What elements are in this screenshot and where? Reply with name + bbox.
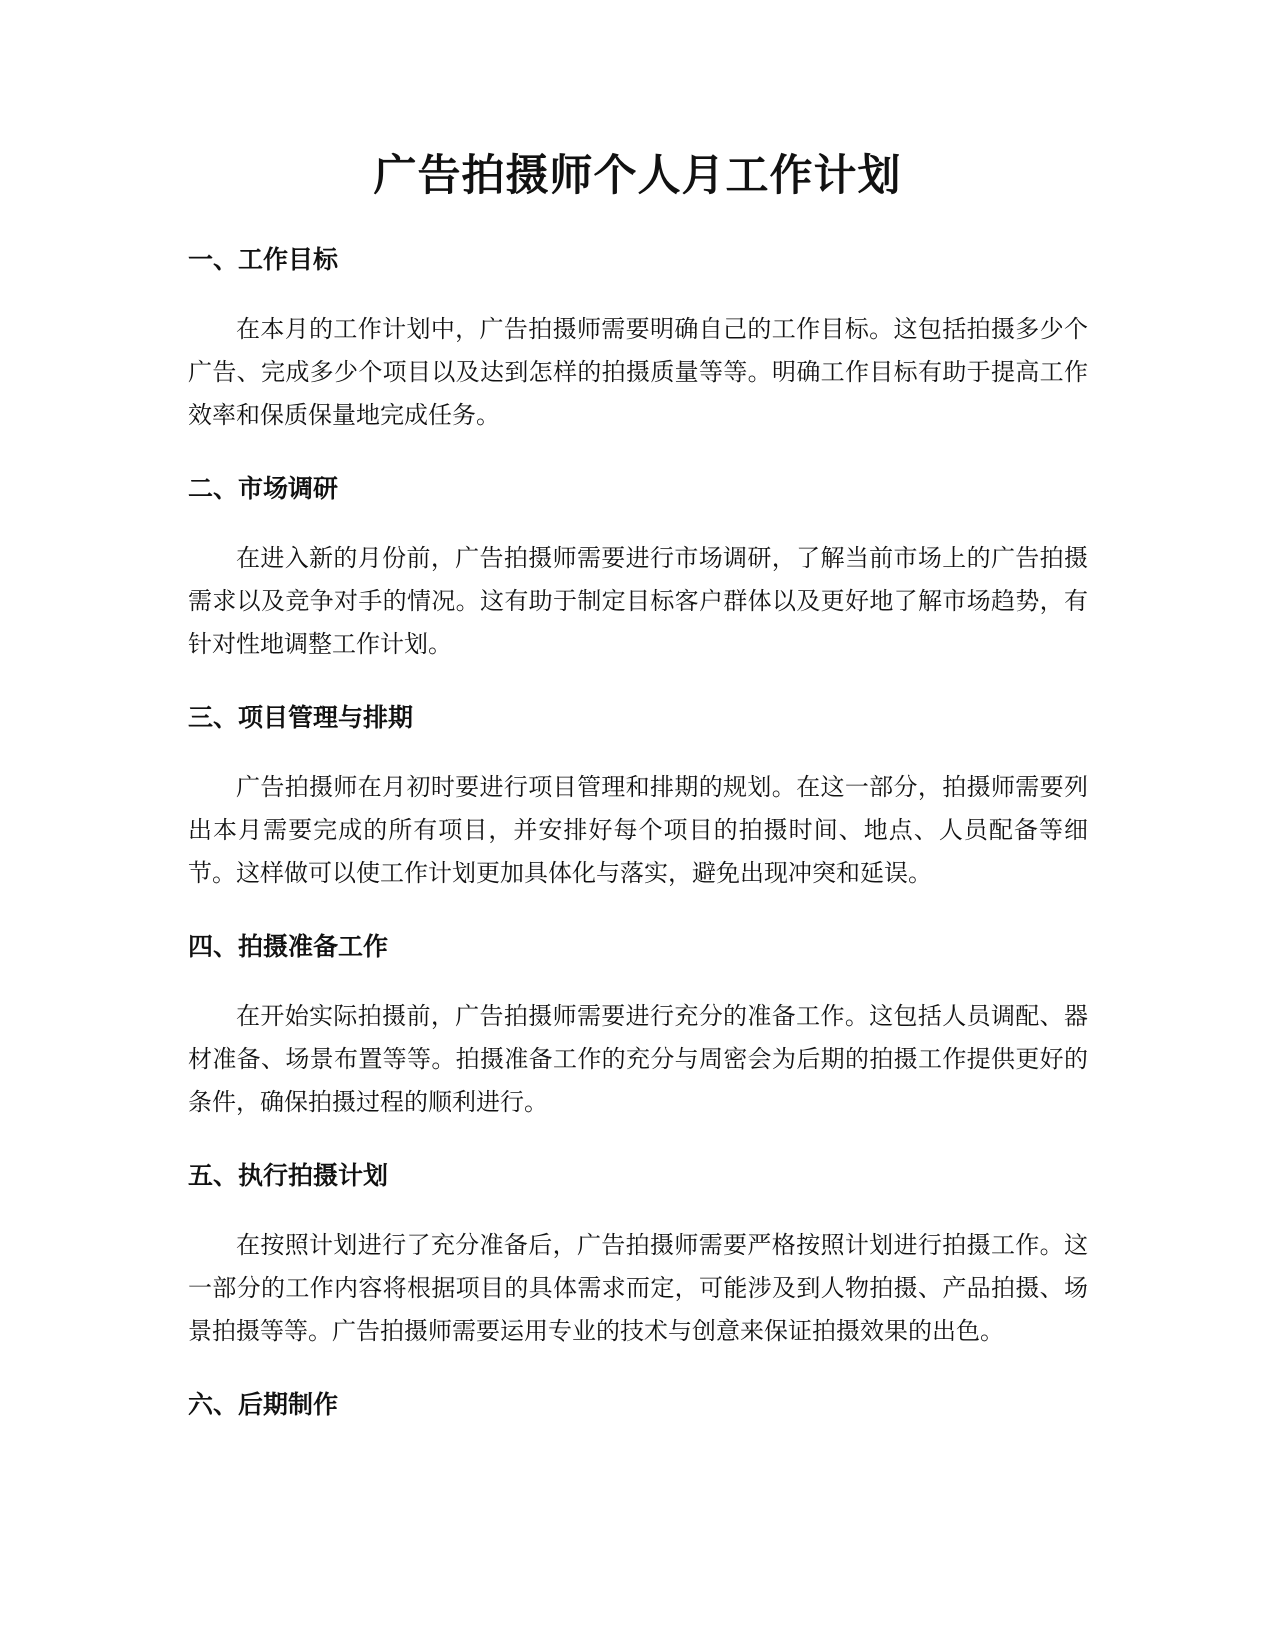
section-heading: 二、市场调研 [188, 474, 339, 503]
section-paragraph: 在按照计划进行了充分准备后，广告拍摄师需要严格按照计划进行拍摄工作。这一部分的工作内容将根据项目的具体需求而定，可能涉及到人物拍摄、产品拍摄、场景拍摄等等。广告拍摄师需要运用专业的技术与创意来保证拍摄效果的出色。 [188, 1231, 1088, 1345]
section-project-scheduling [188, 700, 1088, 895]
section-market-research [188, 471, 1088, 666]
section-paragraph: 在进入新的月份前，广告拍摄师需要进行市场调研，了解当前市场上的广告拍摄需求以及竞争对手的情况。这有助于制定目标客户群体以及更好地了解市场趋势，有针对性地调整工作计划。 [188, 544, 1088, 658]
section-shoot-preparation [188, 929, 1088, 1124]
section-paragraph: 在开始实际拍摄前，广告拍摄师需要进行充分的准备工作。这包括人员调配、器材准备、场景布置等等。拍摄准备工作的充分与周密会为后期的拍摄工作提供更好的条件，确保拍摄过程的顺利进行。 [188, 1002, 1088, 1116]
document-title: 广告拍摄师个人月工作计划 [373, 151, 902, 201]
section-heading: 五、执行拍摄计划 [188, 1161, 389, 1190]
section-heading: 四、拍摄准备工作 [188, 932, 389, 961]
section-work-goals [188, 242, 1088, 437]
section-heading: 六、后期制作 [188, 1390, 339, 1419]
section-execute-shooting [188, 1158, 1088, 1353]
document-content [188, 242, 1088, 1423]
section-heading: 一、工作目标 [188, 245, 339, 274]
section-post-production [188, 1387, 1088, 1423]
section-paragraph: 广告拍摄师在月初时要进行项目管理和排期的规划。在这一部分，拍摄师需要列出本月需要完成的所有项目，并安排好每个项目的拍摄时间、地点、人员配备等细节。这样做可以使工作计划更加具体化与落实，避免出现冲突和延误。 [188, 773, 1088, 887]
section-paragraph: 在本月的工作计划中，广告拍摄师需要明确自己的工作目标。这包括拍摄多少个广告、完成多少个项目以及达到怎样的拍摄质量等等。明确工作目标有助于提高工作效率和保质保量地完成任务。 [188, 315, 1088, 429]
section-heading: 三、项目管理与排期 [188, 703, 414, 732]
